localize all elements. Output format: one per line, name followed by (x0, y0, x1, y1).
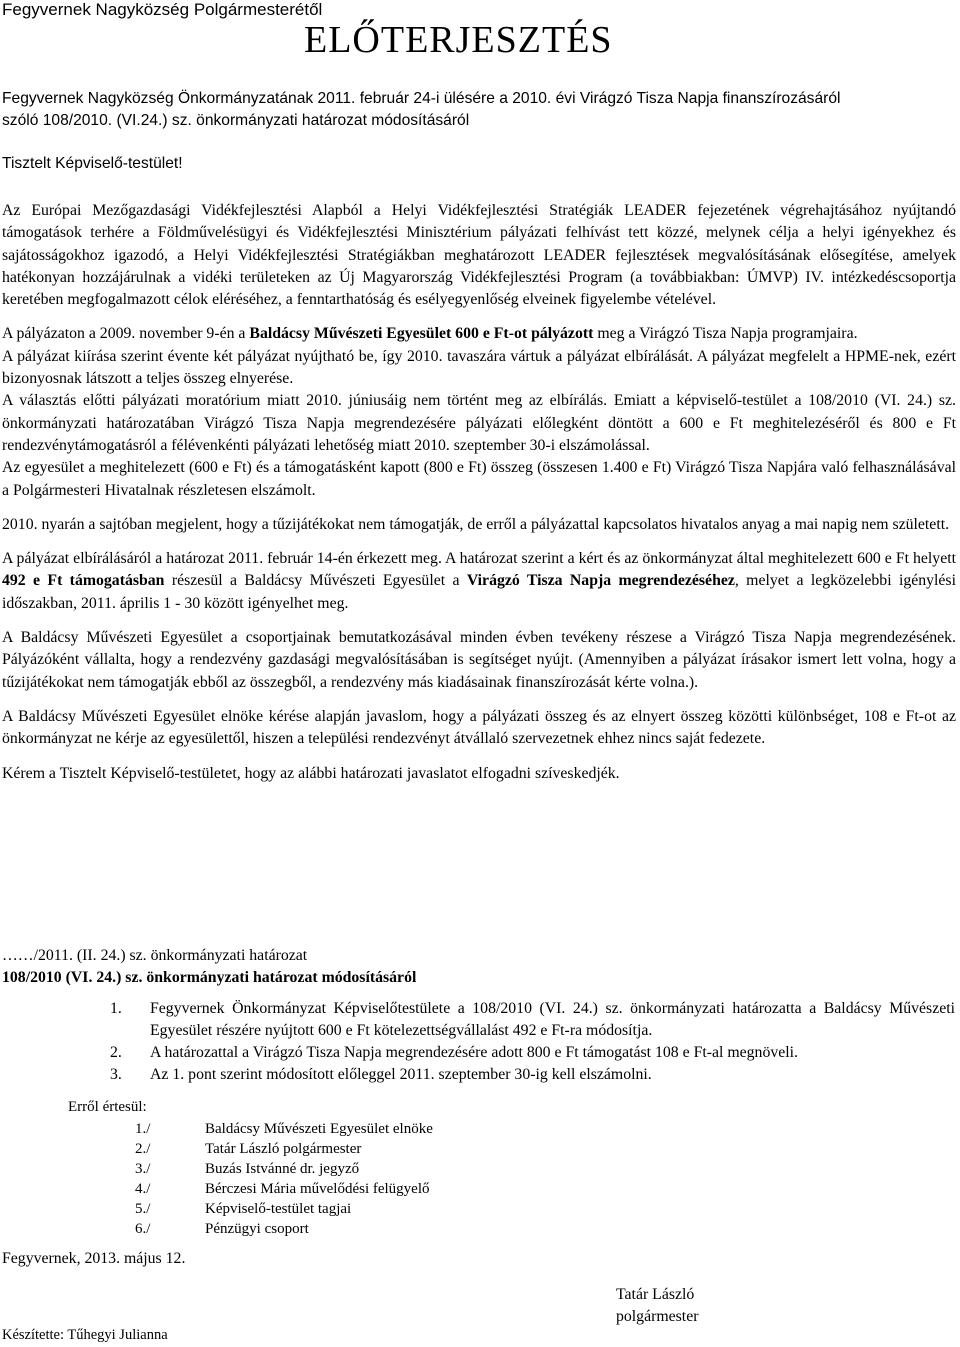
paragraph-7-bold-amount: 492 e Ft támogatásban (2, 572, 165, 590)
paragraph-10: Kérem a Tisztelt Képviselő-testületet, hogy az alábbi határozati javaslatot elfogadni szíveskedjék. (2, 764, 620, 782)
paragraph-7-text-a: A pályázat elbírálásáról a határozat 2011. február 14-én érkezett meg. A határozat szerint a kért és az önkormányzat által meghitelezett 600 e Ft helyett (2, 550, 956, 568)
resolution-item-text: A határozattal a Virágzó Tisza Napja megrendezésére adott 800 e Ft támogatást 108 e Ft-al megnöveli. (150, 1044, 798, 1061)
resolution-header (2, 945, 416, 989)
resolution-items (110, 998, 955, 1086)
notice-item-number: 2./ (135, 1141, 151, 1157)
paragraph-2-bold: Baldácsy Művészeti Egyesület 600 e Ft-ot pályázott (249, 325, 594, 343)
paragraph-7-text-c: részesül a Baldácsy Művészeti Egyesület a (164, 572, 467, 590)
paragraph-5: Az egyesület a meghitelezett (600 e Ft) és a támogatásként kapott (800 e Ft) összeg (összesen 1.400 e Ft) Virágzó Tisza Napjára való felhasználásával a Polgármesteri Hivatalnak részletesen elszámolt. (2, 459, 956, 499)
paragraph-6: 2010. nyarán a sajtóban megjelent, hogy a tűzijátékokat nem támogatják, de erről a pályázattal kapcsolatos hivatalos anyag a mai napig nem született. (2, 515, 950, 533)
notice-item-text: Bérczesi Mária művelődési felügyelő (205, 1181, 430, 1197)
paragraph-4: A választás előtti pályázati moratórium miatt 2010. júniusáig nem történt meg az elbírálás. Emiatt a képviselő-testület a 108/2010 (VI. 24.) sz. önkormányzati határozatában Virágzó Tisza Napja megrendezésére pályázati előlegként döntött a 600 e Ft meghitelezéséről és 800 e Ft rendezvénytámogatásról a félévenkénti pályázati lehetőség miatt 2010. szeptember 30-i elszámolással. (2, 392, 956, 454)
notice-item-text: Pénzügyi csoport (205, 1221, 309, 1237)
notice-item-text: Baldácsy Művészeti Egyesület elnöke (205, 1121, 433, 1137)
notice-item-number: 6./ (135, 1221, 151, 1237)
notice-item (135, 1119, 433, 1139)
paragraph-7-text-e: , melyet a legközelebbi igénylési időszakban, 2011. április 1 - 30 között igényelhet meg. (2, 572, 956, 612)
resolution-item-number: 2. (110, 1044, 122, 1061)
document-body (2, 200, 956, 785)
paragraph-1: Az Európai Mezőgazdasági Vidékfejlesztési Alapból a Helyi Vidékfejlesztési Stratégiák LEADER fejezetének végrehajtásához nyújtandó támogatások terhére a Földművelésügyi és Vidékfejlesztési Minisztérium pályázati felhívást tett közzé, melynek célja a helyi igényekhez és sajátosságokhoz igazodó, a Helyi Vidékfejlesztési Stratégiákban meghatározott LEADER fejlesztések megvalósításának elősegítése, amelyek hatékonyan hozzájárulnak a vidéki területeken az Új Magyarország Vidékfejlesztési Program (a továbbiakban: ÚMVP) IV. intézkedéscsoportja keretében megfogalmazott célok eléréséhez, a fenntarthatóság és esélyegyenlőség elveinek figyelembe vételével. (2, 202, 956, 309)
notice-item (135, 1179, 433, 1199)
notice-item-number: 4./ (135, 1181, 151, 1197)
document-title: ELŐTERJESZTÉS (304, 19, 613, 61)
notice-label: Erről értesül: (68, 1099, 147, 1115)
notice-item-number: 3./ (135, 1161, 151, 1177)
notice-item (135, 1159, 433, 1179)
notice-item-number: 1./ (135, 1121, 151, 1137)
place-and-date: Fegyvernek, 2013. május 12. (2, 1250, 186, 1267)
notice-item (135, 1139, 433, 1159)
paragraph-9: A Baldácsy Művészeti Egyesület elnöke kérése alapján javaslom, hogy a pályázati összeg és az elnyert összeg közötti különbséget, 108 e Ft-ot az önkormányzat ne kérje az egyesülettől, hiszen a települési rendezvényt átvállaló szervezetnek ehhez nincs saját fedezete. (2, 707, 956, 748)
resolution-number: ……/2011. (II. 24.) sz. önkormányzati határozat (2, 947, 308, 964)
signatory-role: polgármester (616, 1308, 699, 1325)
resolution-item-number: 3. (110, 1066, 122, 1083)
notice-item (135, 1219, 433, 1239)
paragraph-7-bold-event: Virágzó Tisza Napja megrendezéséhez (466, 572, 735, 590)
prepared-by: Készítette: Tűhegyi Julianna (2, 1327, 168, 1343)
paragraph-2-text-a: A pályázaton a 2009. november 9-én a (2, 325, 250, 343)
notice-item-text: Tatár László polgármester (205, 1141, 362, 1157)
subject-line-1: Fegyvernek Nagyközség Önkormányzatának 2011. február 24-i ülésére a 2010. évi Virágzó Tisza Napja finanszírozásáról (2, 90, 841, 107)
resolution-item (110, 1064, 955, 1086)
notice-item-text: Buzás Istvánné dr. jegyző (205, 1161, 360, 1177)
resolution-item (110, 1042, 955, 1064)
paragraph-8: A Baldácsy Művészeti Egyesület a csoportjainak bemutatkozásával minden évben tevékeny részese a Virágzó Tisza Napja megrendezésének. Pályázóként vállalta, hogy a rendezvény gazdasági megvalósításában is segítséget nyújt. (Amennyiben a pályázat írásakor ismert lett volna, hogy a tűzijátékokat nem támogatják ebből az összegből, a rendezvény más kiadásainak finanszírozását kérte volna.). (2, 629, 956, 691)
resolution-title-text: 108/2010 (VI. 24.) sz. önkormányzati határozat módosításáról (2, 969, 417, 986)
notice-item (135, 1199, 433, 1219)
greeting: Tisztelt Képviselő-testület! (2, 155, 183, 172)
paragraph-3: A pályázat kiírása szerint évente két pályázat nyújtható be, így 2010. tavaszára vártuk a pályázat elbírálását. A pályázat megfelelt a HPME-nek, ezért bizonyosnak látszott a teljes összeg elnyerése. (2, 347, 956, 388)
resolution-item-text: Fegyvernek Önkormányzat Képviselőtestülete a 108/2010 (VI. 24.) sz. önkormányzati határozatta a Baldácsy Művészeti Egyesület részére nyújtott 600 e Ft kötelezettségvállalást 492 e Ft-ra módosítja. (150, 1000, 955, 1039)
subject-line-2: szóló 108/2010. (VI.24.) sz. önkormányzati határozat módosításáról (2, 112, 470, 129)
document-subject (2, 88, 952, 132)
signature-block (616, 1284, 698, 1328)
paragraph-2 (2, 323, 956, 345)
resolution-item-number: 1. (110, 1000, 122, 1017)
resolution-item (110, 998, 955, 1042)
resolution-item-text: Az 1. pont szerint módosított előleggel 2011. szeptember 30-ig kell elszámolni. (150, 1066, 652, 1083)
notice-item-text: Képviselő-testület tagjai (205, 1201, 352, 1217)
issuer-header: Fegyvernek Nagyközség Polgármesterétől (2, 0, 323, 19)
signatory-name: Tatár László (616, 1286, 695, 1303)
paragraph-7 (2, 548, 956, 615)
resolution-title (2, 967, 416, 989)
notice-list (135, 1119, 433, 1239)
notice-item-number: 5./ (135, 1201, 151, 1217)
paragraph-2-text-c: meg a Virágzó Tisza Napja programjaira. (593, 325, 858, 343)
